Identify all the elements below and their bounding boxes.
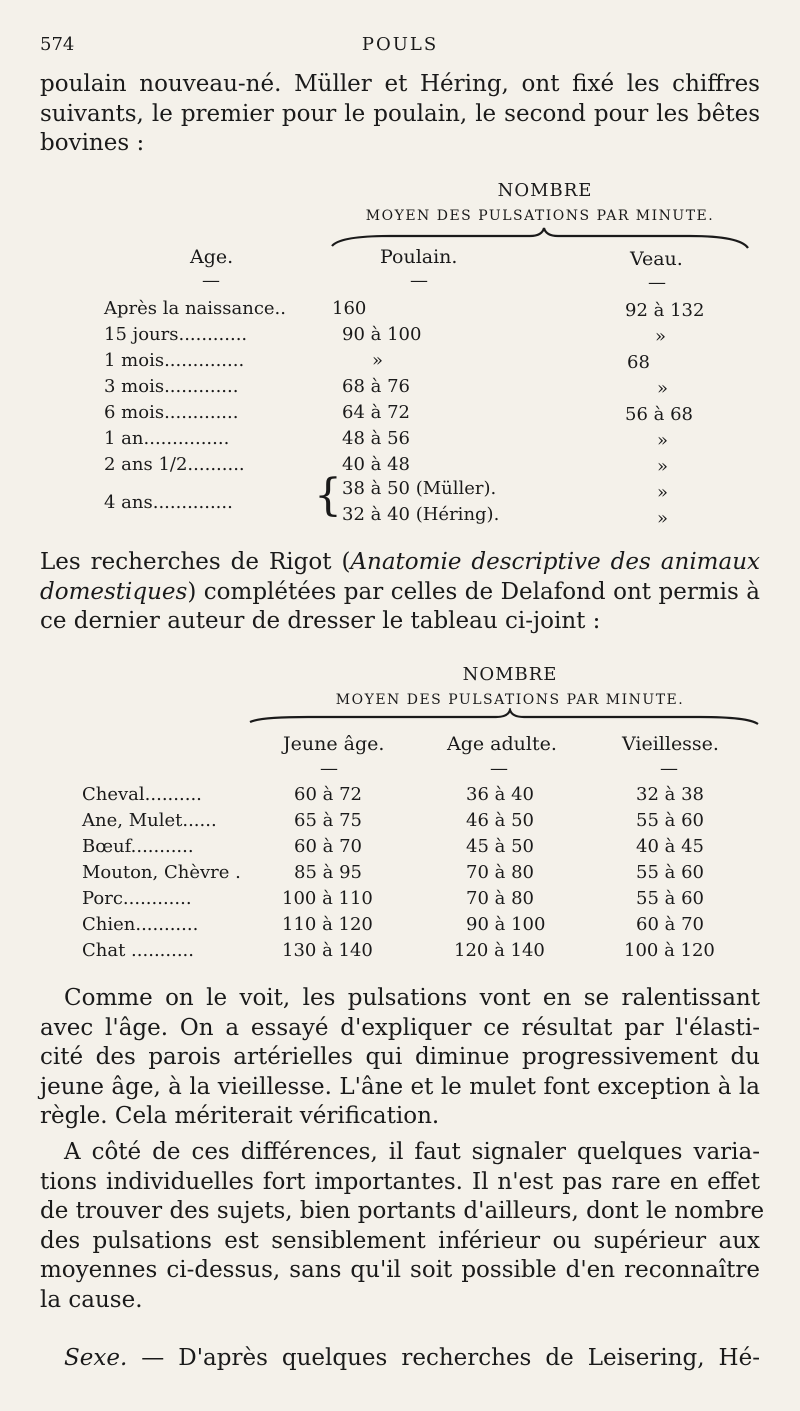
jeune-cell: 60 à 72 [294,784,362,805]
book-title: Anatomie descriptive des animaux [350,549,760,575]
age-cell: Après la naissance.. [104,298,287,319]
variations-paragraph [40,1138,765,1315]
jeune-cell: 100 à 110 [282,888,373,909]
jeune-cell: 85 à 95 [294,862,362,883]
text-line: des pulsations est sensiblement inférieur ou supérieur aux [40,1227,760,1254]
adulte-cell: 70 à 80 [466,888,534,909]
jeune-cell: 110 à 120 [282,914,373,935]
table1-nombre: NOMBRE [497,180,593,201]
adulte-cell: 70 à 80 [466,862,534,883]
animal-cell: Ane, Mulet...... [82,810,217,831]
dash: — [202,270,220,291]
adulte-cell: 90 à 100 [466,914,546,935]
comment-paragraph [40,984,760,1132]
age-cell: 1 an............... [104,428,230,449]
text-line: tions individuelles fort importantes. Il n'est pas rare en effet [40,1168,760,1195]
text-line: bovines : [40,130,145,156]
vieillesse-cell: 55 à 60 [636,810,704,831]
table2-subtitle: MOYEN DES PULSATIONS PAR MINUTE. [335,692,685,708]
running-header [40,34,760,58]
table2-brace [248,708,760,730]
poulain-cell: 32 à 40 (Héring). [342,504,500,525]
text-line [40,548,760,578]
brace-symbol: { [314,470,342,521]
adulte-cell: 45 à 50 [466,836,534,857]
dash: — [490,758,508,779]
animal-cell: Bœuf........... [82,836,194,857]
poulain-cell: » [372,350,384,371]
age-cell: 2 ans 1/2.......... [104,454,245,475]
mid-paragraph [40,548,760,637]
vieillesse-cell: 100 à 120 [624,940,715,961]
age-cell: 1 mois.............. [104,350,245,371]
dash: — [648,272,666,293]
vieillesse-cell: 40 à 45 [636,836,704,857]
veau-cell: » [657,430,669,451]
text-span: — D'après quelques recherches de Leisering, Hé- [127,1345,760,1371]
veau-cell: » [657,378,669,399]
adulte-cell: 36 à 40 [466,784,534,805]
text-line: A côté de ces différences, il faut signaler quelques varia- [64,1139,760,1165]
poulain-cell: 160 [332,298,367,319]
animal-cell: Cheval.......... [82,784,202,805]
text-line [40,1344,760,1374]
jeune-cell: 130 à 140 [282,940,373,961]
table1-subtitle: MOYEN DES PULSATIONS PAR MINUTE. [365,208,715,224]
poulain-cell: 40 à 48 [342,454,410,475]
text-line: ce dernier auteur de dresser le tableau ci-joint : [40,608,601,634]
jeune-cell: 65 à 75 [294,810,362,831]
animal-cell: Porc............ [82,888,192,909]
vieillesse-cell: 55 à 60 [636,888,704,909]
text-line: Comme on le voit, les pulsations vont en se ralentissant [64,985,760,1011]
intro-paragraph [40,70,760,159]
veau-cell: 92 à 132 [625,300,705,321]
veau-cell: » [657,508,669,529]
table2-nombre: NOMBRE [462,664,558,685]
text-line: poulain nouveau-né. Müller et Héring, ont fixé les chiffres [40,71,760,97]
poulain-cell: 90 à 100 [342,324,422,345]
poulain-cell: 64 à 72 [342,402,410,423]
veau-cell: 68 [627,352,650,373]
text-span: ) complétées par celles de Delafond ont permis à [187,578,760,605]
age-cell: 6 mois............. [104,402,239,423]
age-cell: 4 ans.............. [104,492,233,513]
veau-cell: » [657,482,669,503]
poulain-cell: 68 à 76 [342,376,410,397]
veau-cell: 56 à 68 [625,404,693,425]
running-title: POULS [361,34,439,55]
animal-cell: Mouton, Chèvre . [82,862,241,883]
adulte-cell: 46 à 50 [466,810,534,831]
veau-cell: » [655,326,667,347]
dash: — [660,758,678,779]
age-cell: 15 jours............ [104,324,248,345]
col-header-veau: Veau. [630,248,683,270]
section-label: Sexe. [64,1345,128,1371]
col-header-jeune: Jeune âge. [283,733,385,755]
col-header-vieillesse: Vieillesse. [622,733,719,755]
book-title: domestiques [40,578,188,605]
animal-cell: Chat ........... [82,940,194,961]
col-header-adulte: Age adulte. [447,733,557,755]
text-line: cité des parois artérielles qui diminue progressivement du [40,1044,760,1070]
text-line: suivants, le premier pour le poulain, le second pour les bêtes [40,100,760,127]
dash: — [410,270,428,291]
age-cell: 3 mois............. [104,376,239,397]
text-line: avec l'âge. On a essayé d'expliquer ce résultat par l'élasti- [40,1014,760,1041]
page-number: 574 [40,34,75,55]
veau-cell: » [657,456,669,477]
text-line: jeune âge, à la vieillesse. L'âne et le mulet font exception à la [40,1073,760,1100]
text-span: Les recherches de Rigot ( [40,549,351,575]
col-header-age: Age. [190,246,234,268]
jeune-cell: 60 à 70 [294,836,362,857]
text-line [40,578,760,608]
vieillesse-cell: 60 à 70 [636,914,704,935]
text-line: moyennes ci-dessus, sans qu'il soit possible d'en reconnaître [40,1257,760,1283]
adulte-cell: 120 à 140 [454,940,545,961]
text-line: règle. Cela mériterait vérification. [40,1103,440,1129]
dash: — [320,758,338,779]
sexe-paragraph [40,1344,760,1374]
vieillesse-cell: 32 à 38 [636,784,704,805]
poulain-cell: 48 à 56 [342,428,410,449]
poulain-cell: 38 à 50 (Müller). [342,478,497,499]
animal-cell: Chien........... [82,914,199,935]
col-header-poulain: Poulain. [380,246,458,268]
vieillesse-cell: 55 à 60 [636,862,704,883]
text-line: de trouver des sujets, bien portants d'ailleurs, dont le nombre [40,1198,765,1224]
text-line: la cause. [40,1286,143,1313]
